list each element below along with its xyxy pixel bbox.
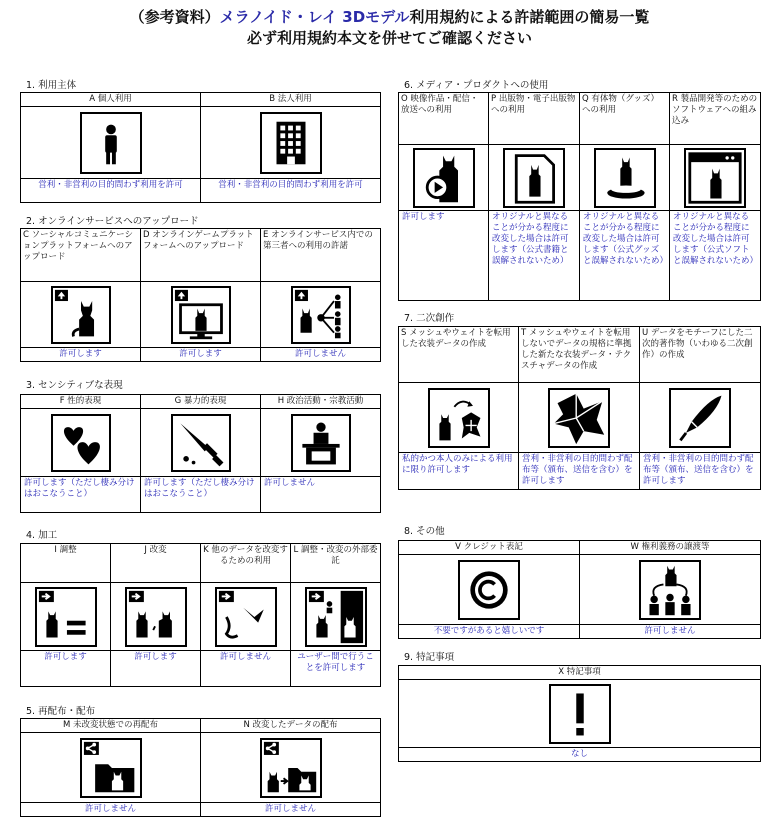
podium-icon bbox=[291, 414, 351, 472]
header-q: Q 有体物（グッズ）への利用 bbox=[580, 93, 670, 145]
section-9-title: 9. 特記事項 bbox=[404, 652, 455, 663]
figure-icon bbox=[594, 148, 656, 208]
title-suffix: 利用規約による許諾範囲の簡易一覧 bbox=[409, 8, 650, 26]
header-t: T メッシュやウェイトを転用しないでデータの規格に準拠した新たな衣装データ・テクスチャデータの作成 bbox=[519, 327, 640, 383]
footer-q: オリジナルと異なることが分かる程度に改変した場合は許可します（公式グッズと誤解されないため） bbox=[580, 211, 670, 301]
section-6-table bbox=[398, 92, 761, 301]
exclamation-icon bbox=[549, 684, 611, 744]
header-l: L 調整・改変の外部委託 bbox=[291, 544, 381, 583]
upload-monitor-icon bbox=[171, 286, 231, 344]
footer-u: 営利・非営利の目的問わず配布等（頒布、送信を含む）を許可します bbox=[640, 453, 761, 490]
software-icon bbox=[684, 148, 746, 208]
footer-h: 許可しません bbox=[261, 477, 381, 513]
footer-k: 許可しません bbox=[201, 651, 291, 687]
footer-v: 不要ですがあると嬉しいです bbox=[399, 625, 580, 639]
footer-o: 許可します bbox=[399, 211, 489, 301]
header-h: H 政治活動・宗教活動 bbox=[261, 395, 381, 409]
header-x: X 特記事項 bbox=[399, 666, 761, 680]
transfer-rights-icon bbox=[639, 560, 701, 620]
header-w: W 権利義務の譲渡等 bbox=[580, 541, 761, 555]
header-k: K 他のデータを改変するための利用 bbox=[201, 544, 291, 583]
section-7-title: 7. 二次創作 bbox=[404, 313, 455, 324]
footer-b: 営利・非営利の目的問わず利用を許可 bbox=[201, 179, 381, 203]
footer-c: 許可します bbox=[21, 348, 141, 362]
header-g: G 暴力的表現 bbox=[141, 395, 261, 409]
modify-icon bbox=[125, 587, 187, 647]
footer-s: 私的かつ本人のみによる利用に限り許可します bbox=[399, 453, 519, 490]
mesh-transfer-icon bbox=[428, 388, 490, 448]
header-u: U データをモチーフにした二次的著作物（いわゆる二次創作）の作成 bbox=[640, 327, 761, 383]
page-title bbox=[0, 8, 779, 27]
footer-i: 許可します bbox=[21, 651, 111, 687]
footer-t: 営利・非営利の目的問わず配布等（頒布、送信を含む）を許可します bbox=[519, 453, 640, 490]
person-icon bbox=[80, 112, 142, 174]
header-v: V クレジット表記 bbox=[399, 541, 580, 555]
header-e: E オンラインサービス内での第三者への利用の許諾 bbox=[261, 229, 381, 282]
upload-cat-icon bbox=[51, 286, 111, 344]
section-7-table bbox=[398, 326, 761, 490]
header-p: P 出版物・電子出版物への利用 bbox=[489, 93, 580, 145]
page-subtitle: 必ず利用規約本文を併せてご確認ください bbox=[246, 29, 532, 47]
section-5-title: 5. 再配布・配布 bbox=[26, 706, 96, 717]
header-c: C ソーシャルコミュニケーションプラットフォームへのアップロード bbox=[21, 229, 141, 282]
section-8-table bbox=[398, 540, 761, 639]
share-users-icon bbox=[291, 286, 351, 344]
title-model-name: メラノイド・レイ 3Dモデル bbox=[219, 8, 410, 26]
header-m: M 未改変状態での再配布 bbox=[21, 719, 201, 733]
section-4-table bbox=[20, 543, 381, 687]
footer-d: 許可します bbox=[141, 348, 261, 362]
footer-e: 許可しません bbox=[261, 348, 381, 362]
section-1-title: 1. 利用主体 bbox=[26, 80, 77, 91]
distribute-modified-icon bbox=[260, 738, 322, 798]
footer-f: 許可します（ただし棲み分けはおこなうこと） bbox=[21, 477, 141, 513]
copyright-icon bbox=[458, 560, 520, 620]
header-b: B 法人利用 bbox=[201, 93, 381, 107]
footer-j: 許可します bbox=[111, 651, 201, 687]
hearts-icon bbox=[51, 414, 111, 472]
section-1-table bbox=[20, 92, 381, 203]
footer-x: なし bbox=[399, 748, 761, 762]
section-2-table bbox=[20, 228, 381, 362]
section-3-title: 3. センシティブな表現 bbox=[26, 380, 123, 391]
section-9-table bbox=[398, 665, 761, 762]
other-data-icon bbox=[215, 587, 277, 647]
header-s: S メッシュやウェイトを転用した衣装データの作成 bbox=[399, 327, 519, 383]
fabric-icon bbox=[548, 388, 610, 448]
video-cat-icon bbox=[413, 148, 475, 208]
footer-g: 許可します（ただし棲み分けはおこなうこと） bbox=[141, 477, 261, 513]
title-prefix: （参考資料） bbox=[129, 8, 220, 26]
footer-l: ユーザー間で行うことを許可します bbox=[291, 651, 381, 687]
footer-a: 営利・非営利の目的問わず利用を許可 bbox=[21, 179, 201, 203]
header-n: N 改変したデータの配布 bbox=[201, 719, 381, 733]
header-o: O 映像作品・配信・放送への利用 bbox=[399, 93, 489, 145]
adjust-icon bbox=[35, 587, 97, 647]
footer-p: オリジナルと異なることが分かる程度に改変した場合は許可します（公式書籍と誤解されないため） bbox=[489, 211, 580, 301]
header-f: F 性的表現 bbox=[21, 395, 141, 409]
header-a: A 個人利用 bbox=[21, 93, 201, 107]
section-3-table bbox=[20, 394, 381, 513]
footer-w: 許可しません bbox=[580, 625, 761, 639]
section-6-title: 6. メディア・プロダクトへの使用 bbox=[404, 80, 549, 91]
publication-icon bbox=[503, 148, 565, 208]
header-i: I 調整 bbox=[21, 544, 111, 583]
footer-n: 許可しません bbox=[201, 803, 381, 817]
knife-icon bbox=[171, 414, 231, 472]
section-4-title: 4. 加工 bbox=[26, 530, 58, 541]
pen-icon bbox=[669, 388, 731, 448]
section-5-table bbox=[20, 718, 381, 817]
section-2-title: 2. オンラインサービスへのアップロード bbox=[26, 216, 199, 227]
building-icon bbox=[260, 112, 322, 174]
outsource-icon bbox=[305, 587, 367, 647]
header-d: D オンラインゲームプラットフォームへのアップロード bbox=[141, 229, 261, 282]
redistribute-icon bbox=[80, 738, 142, 798]
header-r: R 製品開発等のためのソフトウェアへの組み込み bbox=[670, 93, 761, 145]
footer-r: オリジナルと異なることが分かる程度に改変した場合は許可します（公式ソフトと誤解されないため） bbox=[670, 211, 761, 301]
header-j: J 改変 bbox=[111, 544, 201, 583]
section-8-title: 8. その他 bbox=[404, 526, 445, 537]
footer-m: 許可しません bbox=[21, 803, 201, 817]
